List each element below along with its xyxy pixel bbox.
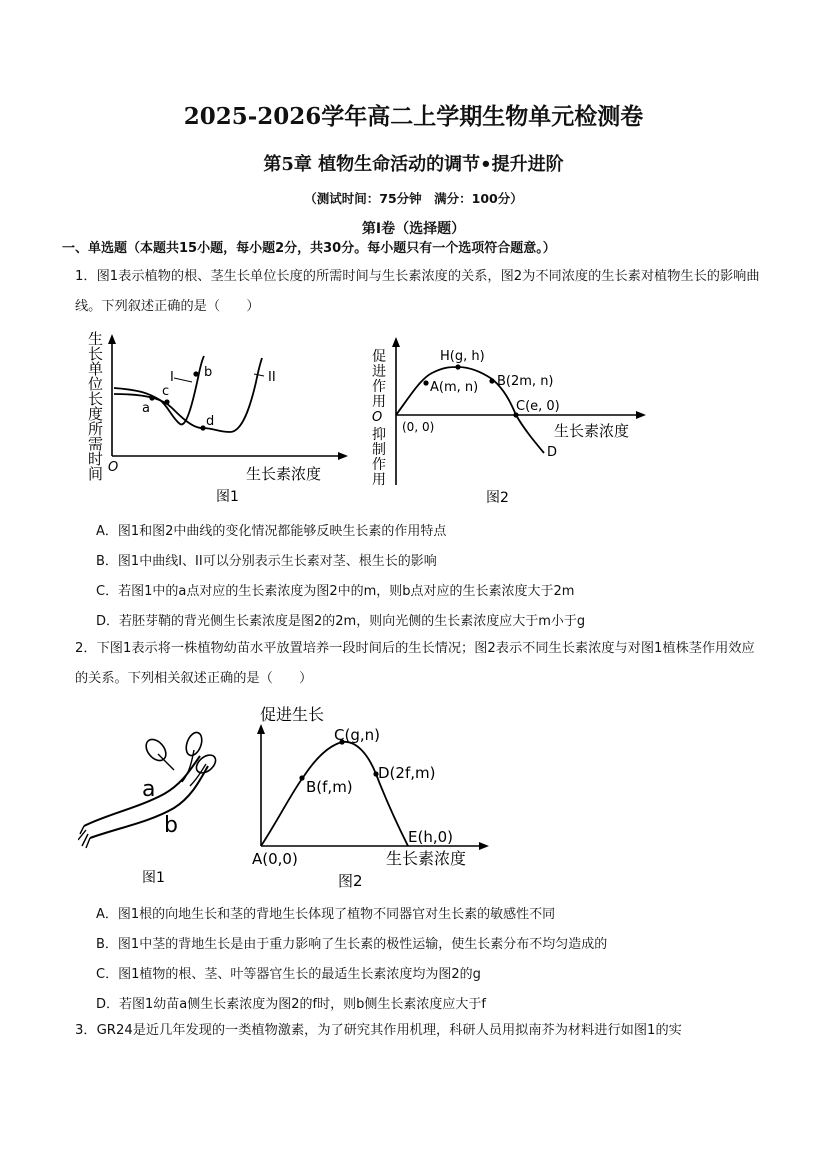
q2-leaf-1 — [142, 736, 170, 765]
q2-fig1-caption: 图1 — [142, 870, 165, 886]
q2-option-c[interactable]: C．图1植物的根、茎、叶等器官生长的最适生长素浓度均为图2的g — [96, 967, 481, 982]
svg-text:c: c — [162, 384, 170, 399]
q1-fig1-curve-II — [114, 358, 262, 432]
q2-option-a[interactable]: A．图1根的向地生长和茎的背地生长体现了植物不同器官对生长素的敏感性不同 — [96, 907, 556, 922]
svg-text:b: b — [204, 365, 213, 380]
q1-fig1-point-b — [193, 371, 198, 376]
q1-fig2-point-H — [455, 364, 460, 369]
q1-fig1-caption: 图1 — [216, 489, 239, 505]
question-2-stem: 2．下图1表示将一株植物幼苗水平放置培养一段时间后的生长情况；图2表示不同生长素浓度与对图1植株茎作用效应的关系。下列相关叙述正确的是（ ） — [75, 641, 755, 686]
svg-text:D(2f,m): D(2f,m) — [378, 764, 436, 782]
q1-option-c[interactable]: C．若图1中的a点对应的生长素浓度为图2中的m，则b点对应的生长素浓度大于2m — [96, 584, 575, 599]
svg-text:a: a — [142, 401, 150, 416]
q2-figure-1-seedling — [78, 730, 238, 890]
svg-text:度: 度 — [88, 405, 104, 423]
q2-fig2-point-A: A(0,0) — [252, 850, 298, 868]
svg-text:长: 长 — [88, 390, 104, 408]
q2-option-b[interactable]: B．图1中茎的背地生长是由于重力影响了生长素的极性运输，使生长素分布不均匀造成的 — [96, 937, 608, 952]
svg-text:B(2m, n): B(2m, n) — [497, 374, 554, 389]
q1-fig1-origin: O — [108, 460, 119, 475]
q2-fig1-label-b: b — [164, 813, 178, 838]
arrow-right-icon — [636, 411, 646, 419]
chapter-title: 第5章 植物生命活动的调节•提升进阶 — [263, 154, 564, 175]
q2-fig2-caption: 图2 — [338, 872, 363, 890]
arrow-right-icon — [338, 452, 348, 460]
q1-fig1-point-a — [149, 395, 154, 400]
q1-option-d[interactable]: D．若胚芽鞘的背光侧生长素浓度是图2的2m，则向光侧的生长素浓度应大于m小于g — [96, 614, 586, 629]
q1-fig1-xlabel: 生长素浓度 — [246, 465, 322, 483]
q2-fig2-xlabel: 生长素浓度 — [386, 849, 467, 868]
q1-fig1-label-line-I — [174, 378, 192, 382]
svg-text:所: 所 — [88, 420, 104, 438]
q1-fig2-ylabel-bottom — [372, 426, 386, 488]
q1-fig1-label-I: I — [170, 370, 174, 385]
q1-fig2-ylabel-top — [372, 349, 386, 410]
svg-text:用: 用 — [372, 472, 386, 488]
svg-text:促: 促 — [372, 349, 386, 365]
section-heading: 一、单选题（本题共15小题，每小题2分，共30分。每小题只有一个选项符合题意。） — [62, 241, 556, 256]
q1-fig1-label-II: II — [268, 370, 276, 385]
q1-figure-1 — [80, 328, 350, 510]
q1-fig2-point-A — [423, 380, 428, 385]
q1-fig1-ylabel — [88, 330, 103, 483]
svg-text:B(f,m): B(f,m) — [306, 778, 353, 796]
q2-root-tips — [78, 826, 90, 848]
svg-text:C(g,n): C(g,n) — [334, 726, 380, 744]
doc-title: 2025-2026学年高二上学期生物单元检测卷 — [183, 103, 644, 130]
svg-text:生: 生 — [88, 330, 104, 348]
svg-text:抑: 抑 — [372, 427, 386, 443]
q2-option-d[interactable]: D．若图1幼苗a侧生长素浓度为图2的f时，则b侧生长素浓度应大于f — [96, 997, 486, 1012]
question-1-stem: 1．图1表示植物的根、茎生长单位长度的所需时间与生长素浓度的关系，图2为不同浓度的生长素对植物生长的影响曲线。下列叙述正确的是（ ） — [75, 269, 760, 314]
arrow-right-icon — [479, 842, 489, 850]
svg-text:C(e, 0): C(e, 0) — [516, 399, 560, 414]
part-title: 第I卷（选择题） — [361, 221, 466, 237]
svg-text:单: 单 — [88, 360, 104, 378]
q1-fig2-point-B — [489, 378, 494, 383]
q1-option-b[interactable]: B．图1中曲线I、II可以分别表示生长素对茎、根生长的影响 — [96, 554, 437, 569]
svg-text:制: 制 — [372, 442, 386, 458]
q1-fig2-caption: 图2 — [486, 490, 509, 506]
q2-fig1-label-a: a — [142, 777, 156, 802]
svg-text:用: 用 — [372, 394, 386, 410]
svg-text:H(g, h): H(g, h) — [440, 349, 485, 364]
svg-text:时: 时 — [88, 450, 104, 468]
arrow-up-icon — [257, 724, 265, 734]
q1-fig1-point-d — [200, 425, 205, 430]
q1-fig2-origin-coord: (0, 0) — [402, 420, 435, 434]
svg-text:作: 作 — [372, 457, 386, 473]
q1-fig2-origin: O — [372, 410, 383, 425]
q2-fig2-point-B — [299, 775, 304, 780]
svg-text:d: d — [206, 414, 215, 429]
svg-text:间: 间 — [88, 465, 104, 483]
q1-fig2-xlabel: 生长素浓度 — [554, 422, 630, 440]
q2-fig2-point-E: E(h,0) — [408, 828, 453, 846]
question-3-stem: 3．GR24是近几年发现的一类植物激素，为了研究其作用机理，科研人员用拟南芥为材料进行如图1的实 — [75, 1023, 682, 1038]
q1-fig1-point-c — [164, 399, 169, 404]
q1-fig1-curve-I — [114, 356, 204, 424]
test-meta: （测试时间：75分钟 满分：100分） — [304, 191, 523, 206]
arrow-up-icon — [108, 334, 116, 344]
q1-fig1-label-line-II — [254, 374, 264, 376]
svg-text:作: 作 — [372, 379, 386, 395]
svg-text:进: 进 — [372, 364, 386, 380]
svg-text:长: 长 — [88, 345, 104, 363]
svg-text:位: 位 — [88, 375, 104, 393]
q2-fig2-ylabel: 促进生长 — [260, 705, 325, 724]
svg-text:需: 需 — [88, 435, 104, 453]
q1-fig2-point-D: D — [547, 445, 558, 460]
q2-leaf-3 — [193, 752, 219, 777]
q2-figure-2 — [248, 700, 503, 895]
q1-option-a[interactable]: A．图1和图2中曲线的变化情况都能够反映生长素的作用特点 — [96, 524, 447, 539]
q1-figure-2 — [368, 335, 658, 510]
arrow-up-icon — [392, 337, 400, 347]
svg-text:A(m, n): A(m, n) — [430, 380, 479, 395]
